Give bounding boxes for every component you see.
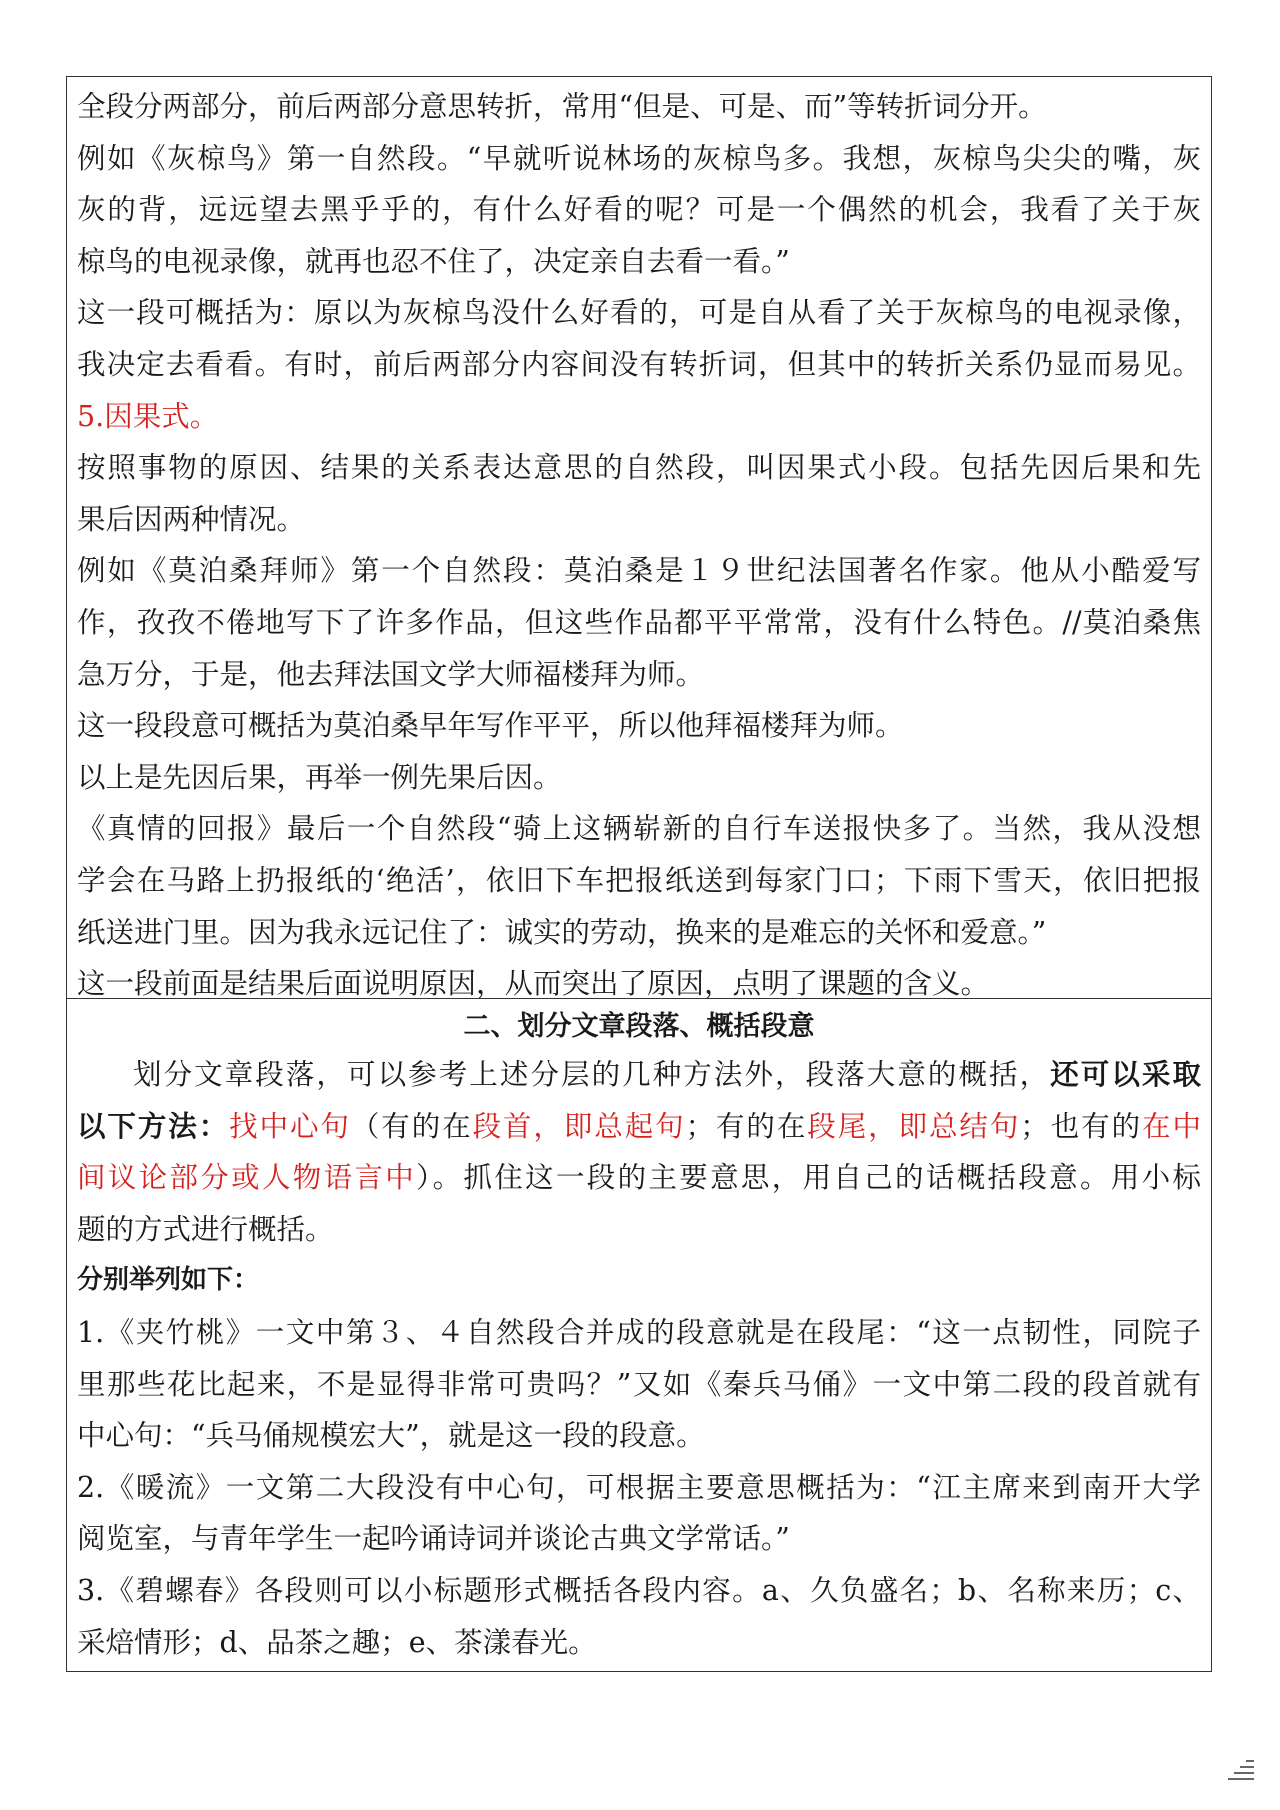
paragraph-line: 全段分两部分，前后两部分意思转折，常用“但是、可是、而”等转折词分开。	[77, 90, 1047, 123]
intro-text: 划分文章段落，可以参考上述分层的几种方法外，段落大意的概括，	[133, 1058, 1051, 1091]
example-line: 3.《碧螺春》各段则可以小标题形式概括各段内容。a、久负盛名；b、名称来历；c、	[77, 1573, 1201, 1607]
subsection-heading: 5.因果式。	[77, 399, 219, 433]
paragraph-line: 急万分，于是，他去拜法国文学大师福楼拜为师。	[77, 657, 705, 691]
paragraph-line: 我决定去看看。有时，前后两部分内容间没有转折词，但其中的转折关系仍显而易见。	[77, 347, 1201, 381]
intro-highlight: 段尾，即总结句	[807, 1109, 1021, 1143]
paragraph-line: 《真情的回报》最后一个自然段“骑上这辆崭新的自行车送报快多了。当然，我从没想	[77, 812, 1201, 846]
paragraph-line: 果后因两种情况。	[77, 502, 306, 536]
paragraph-line: 这一段前面是结果后面说明原因，从而突出了原因，点明了课题的含义。	[77, 967, 990, 1001]
scroll-indicator-line	[1228, 1778, 1254, 1780]
intro-highlight: 找中心句	[229, 1109, 351, 1143]
intro-text: ；也有的	[1020, 1109, 1143, 1143]
scroll-indicator-line	[1234, 1772, 1254, 1774]
paragraph-line: 椋鸟的电视录像，就再也忍不住了，决定亲自去看一看。”	[77, 244, 790, 278]
table-cell-bottom	[67, 999, 1211, 1673]
intro-emphasis: 以下方法：	[77, 1108, 230, 1143]
paragraph-line: 以上是先因后果，再举一例先果后因。	[77, 760, 562, 794]
paragraph-line: 例如《灰椋鸟》第一自然段。“早就听说林场的灰椋鸟多。我想，灰椋鸟尖尖的嘴，灰	[77, 141, 1201, 175]
examples-heading: 分别举列如下：	[77, 1265, 260, 1296]
intro-text: ）。抓住这一段的主要意思，用自己的话概括段意。用小标	[416, 1161, 1201, 1195]
intro-line-1	[77, 1049, 1201, 1101]
document-table	[66, 76, 1212, 1672]
intro-highlight: 间议论部分或人物语言中	[77, 1161, 417, 1195]
paragraph-line: 作，孜孜不倦地写下了许多作品，但这些作品都平平常常，没有什么特色。//莫泊桑焦	[77, 605, 1201, 639]
scroll-indicator-line	[1246, 1760, 1254, 1762]
intro-line-4: 题的方式进行概括。	[77, 1212, 334, 1246]
example-line: 里那些花比起来，不是显得非常可贵吗？”又如《秦兵马俑》一文中第二段的段首就有	[77, 1367, 1201, 1401]
intro-text: ；有的在	[685, 1109, 808, 1143]
paragraph-line: 纸送进门里。因为我永远记住了：诚实的劳动，换来的是难忘的关怀和爱意。”	[77, 915, 1047, 949]
intro-highlight: 段首，即总起句	[472, 1109, 686, 1143]
example-line: 采焙情形；d、品茶之趣；e、茶漾春光。	[77, 1625, 597, 1659]
paragraph-line: 按照事物的原因、结果的关系表达意思的自然段，叫因果式小段。包括先因后果和先	[77, 451, 1201, 485]
example-line: 1.《夹竹桃》一文中第３、４自然段合并成的段意就是在段尾：“这一点韧性，同院子	[77, 1315, 1201, 1349]
example-line: 中心句：“兵马俑规模宏大”，就是这一段的段意。	[77, 1419, 705, 1453]
scroll-indicator-line	[1240, 1766, 1254, 1768]
section-title: 二、划分文章段落、概括段意	[463, 1011, 815, 1042]
example-line: 2.《暖流》一文第二大段没有中心句，可根据主要意思概括为：“江主席来到南开大学	[77, 1470, 1201, 1504]
paragraph-line: 学会在马路上扔报纸的‘绝活’，依旧下车把报纸送到每家门口；下雨下雪天，依旧把报	[77, 863, 1201, 897]
paragraph-line: 灰的背，远远望去黑乎乎的，有什么好看的呢？可是一个偶然的机会，我看了关于灰	[77, 193, 1201, 227]
intro-line-2	[77, 1101, 1201, 1153]
page-scroll-indicator[interactable]	[1144, 1758, 1254, 1782]
intro-emphasis: 还可以采取	[1050, 1057, 1201, 1091]
intro-line-3	[77, 1152, 1201, 1204]
paragraph-line: 例如《莫泊桑拜师》第一个自然段：莫泊桑是１９世纪法国著名作家。他从小酷爱写	[77, 554, 1201, 588]
table-cell-top	[67, 77, 1211, 999]
intro-text: （有的在	[350, 1109, 473, 1143]
paragraph-line: 这一段可概括为：原以为灰椋鸟没什么好看的，可是自从看了关于灰椋鸟的电视录像，	[77, 296, 1201, 330]
intro-highlight: 在中	[1142, 1109, 1201, 1143]
paragraph-line: 这一段段意可概括为莫泊桑早年写作平平，所以他拜福楼拜为师。	[77, 709, 904, 743]
example-line: 阅览室，与青年学生一起吟诵诗词并谈论古典文学常话。”	[77, 1522, 790, 1556]
